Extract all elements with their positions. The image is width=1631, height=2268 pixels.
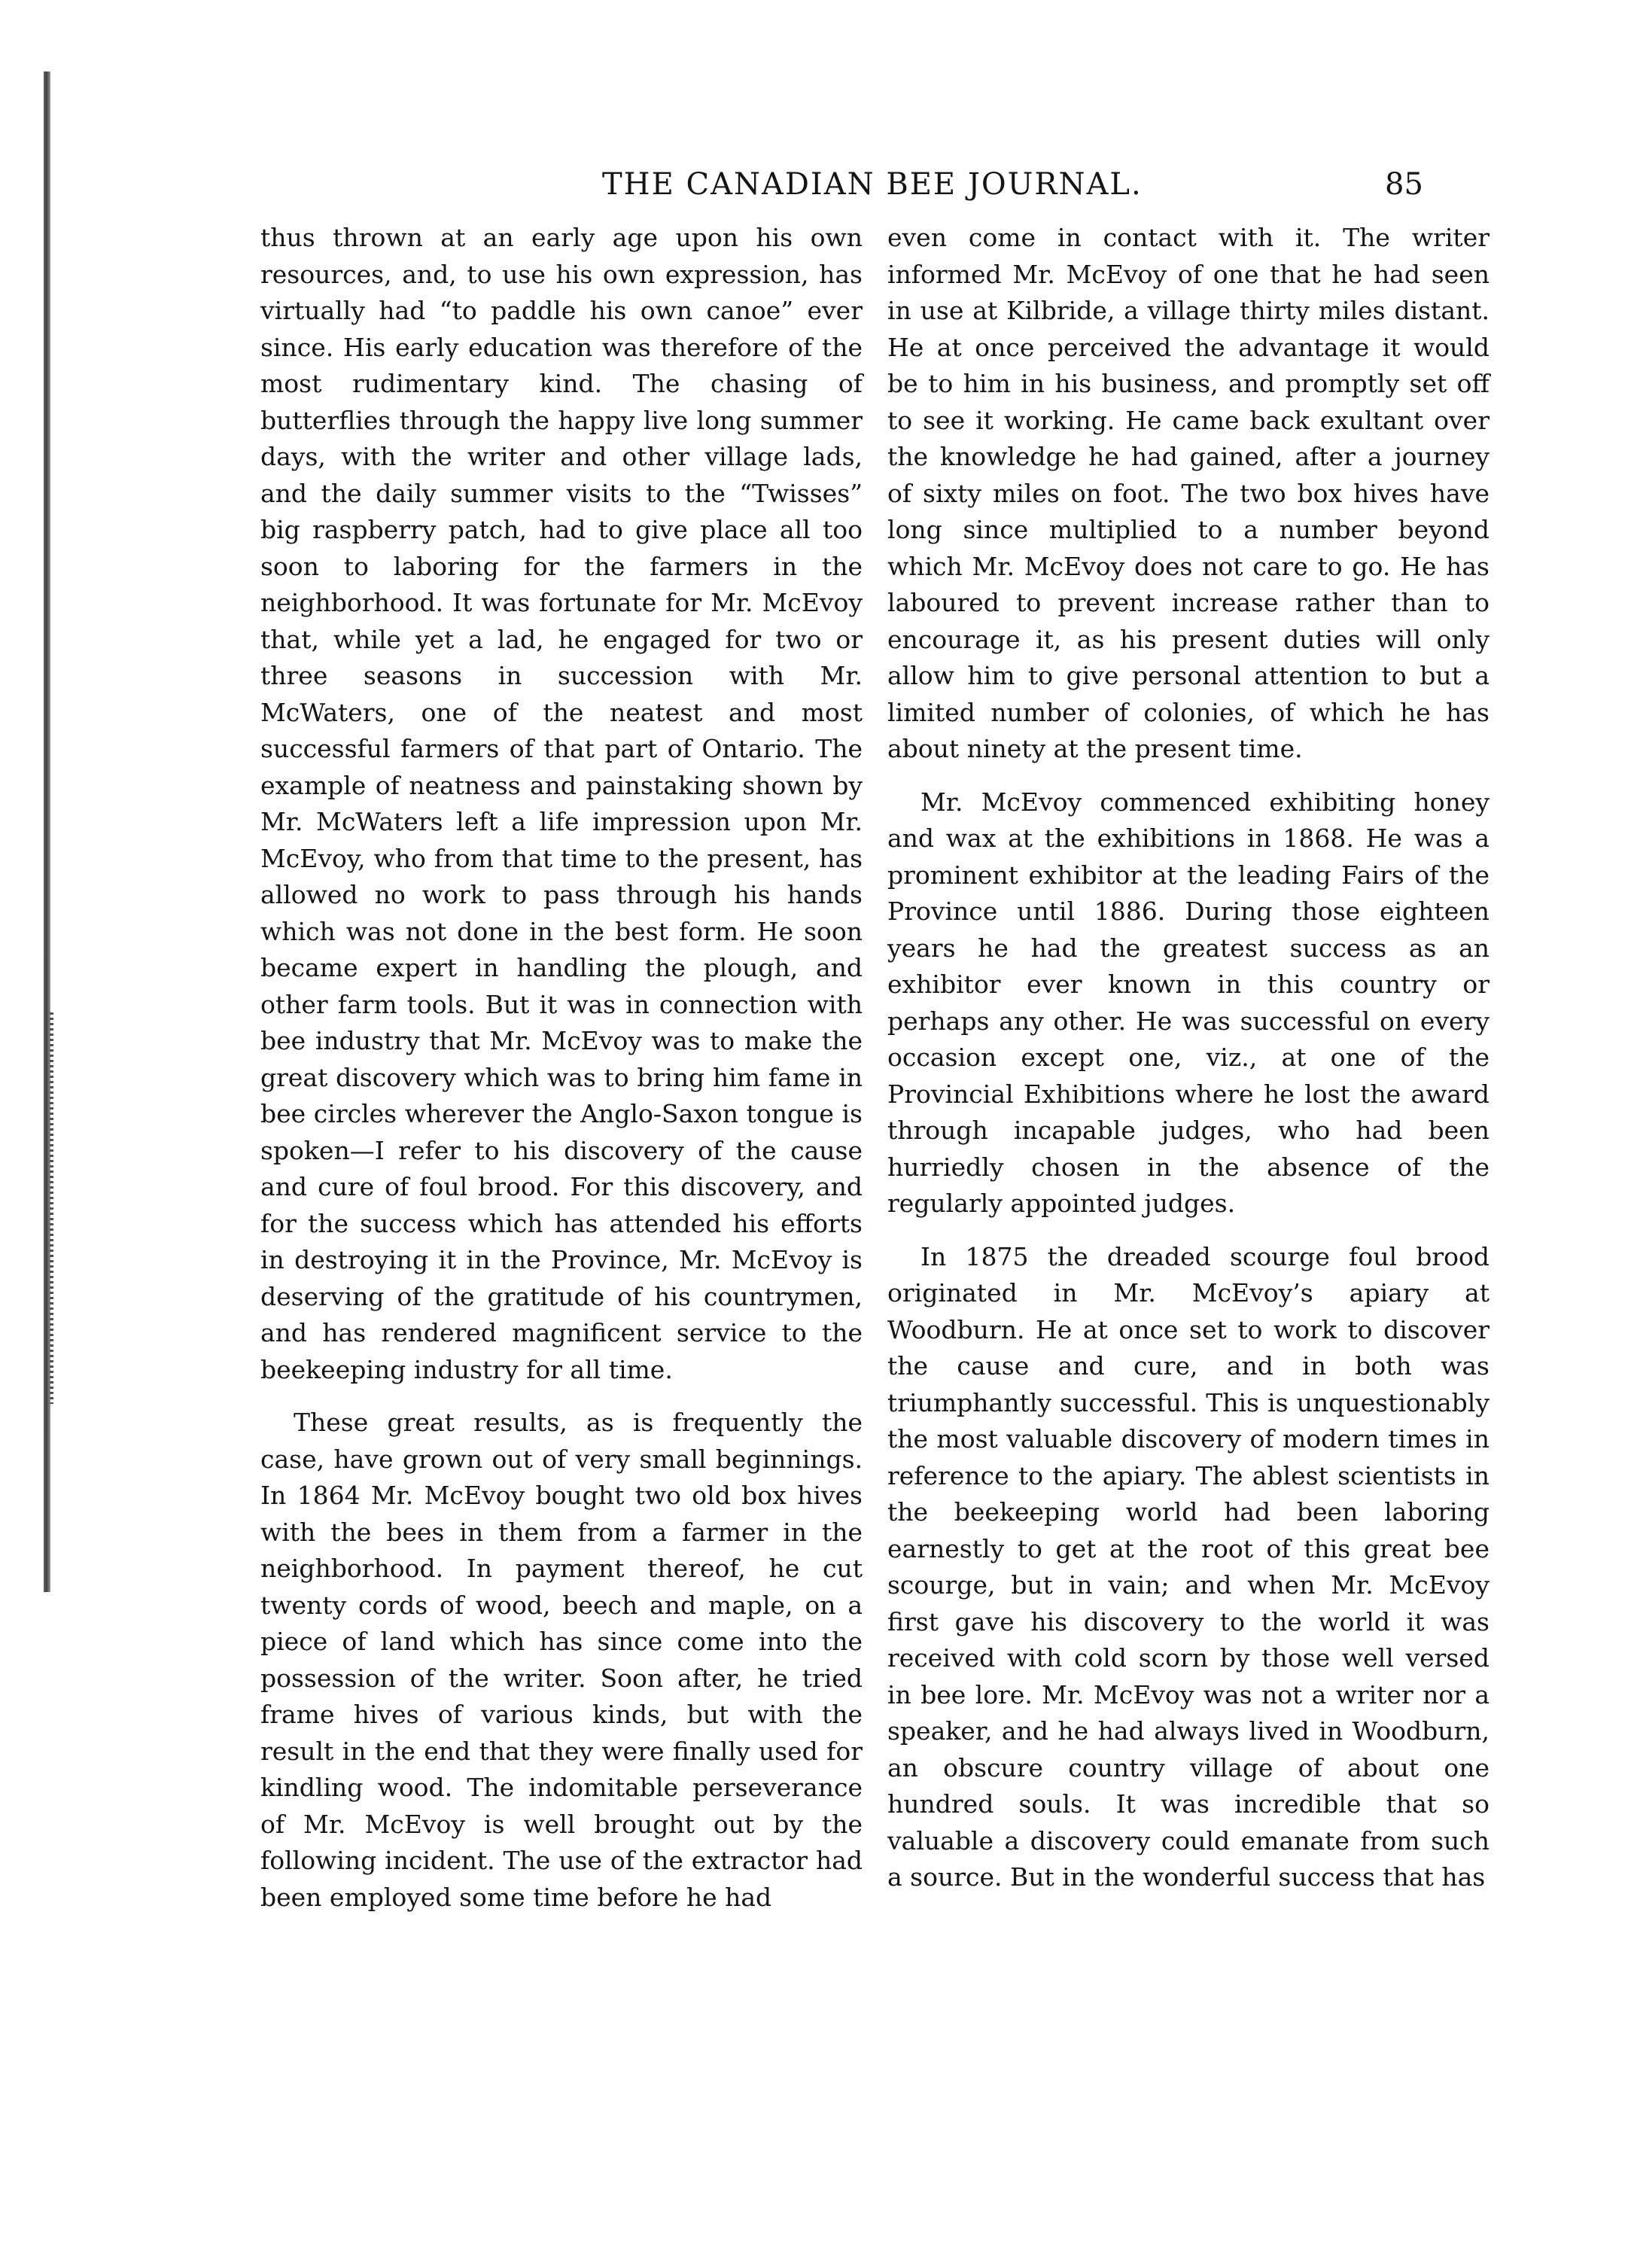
paragraph: Mr. McEvoy commenced exhibiting honey and wax at the exhibitions in 1868. He was a prominent exhibitor at the leading Fairs of the Province until 1886. During those eighteen years he had the greatest success as an exhibitor ever known in this country or perhaps any other. He was successful on every occasion except one, viz., at one of the Provincial Exhibitions where he lost the award through incapable judges, who had been hurriedly chosen in the absence of the regularly appointed judges. [887, 787, 1490, 1218]
paragraph: In 1875 the dreaded scourge foul brood originated in Mr. McEvoy’s apiary at Woodburn. He at once set to work to discover the cause and cure, and in both was triumphantly successful. This is unquestionably the most valuable discovery of modern times in reference to the apiary. The ablest scientists in the beekeeping world had been laboring earnestly to get at the root of this great bee scourge, but in vain; and when Mr. McEvoy first gave his discovery to the world it was received with cold scorn by those well versed in bee lore. Mr. McEvoy was not a writer nor a speaker, and he had always lived in Woodburn, an obscure country village of about one hundred souls. It was incredible that so valuable a discovery could emanate from such a source. But in the wonderful success that has [887, 1241, 1490, 1892]
running-head [0, 167, 1631, 212]
scan-binding-edge [44, 72, 50, 1592]
paragraph: thus thrown at an early age upon his own resources, and, to use his own expression, has virtually had “to paddle his own canoe” ever since. His early education was therefore of the most rudimentary kind. The chasing of butterflies through the happy live long summer days, with the writer and other village lads, and the daily summer visits to the “Twisses” big raspberry patch, had to give place all too soon to laboring for the farmers in the neighborhood. It was fortunate for Mr. McEvoy that, while yet a lad, he engaged for two or three seasons in succession with Mr. McWaters, one of the neatest and most successful farmers of that part of Ontario. The example of neatness and painstaking shown by Mr. McWaters left a life impression upon Mr. McEvoy, who from that time to the present, has allowed no work to pass through his hands which was not done in the best form. He soon became expert in handling the plough, and other farm tools. But it was in connection with bee industry that Mr. McEvoy was to make the great discovery which was to bring him fame in bee circles wherever the Anglo-Saxon tongue is spoken—I refer to his discovery of the cause and cure of foul brood. For this discovery, and for the success which has attended his efforts in destroying it in the Province, Mr. McEvoy is deserving of the gratitude of his countrymen, and has rendered magnificent service to the beekeeping industry for all time. [260, 223, 863, 1384]
journal-title: THE CANADIAN BEE JOURNAL. [602, 167, 1143, 202]
paragraph: even come in contact with it. The writer informed Mr. McEvoy of one that he had seen in use at Kilbride, a village thirty miles distant. He at once perceived the advantage it would be to him in his business, and promptly set off to see it working. He came back exultant over the knowledge he had gained, after a journey of sixty miles on foot. The two box hives have long since multiplied to a number beyond which Mr. McEvoy does not care to go. He has laboured to prevent increase rather than to encourage it, as his present duties will only allow him to give personal attention to but a limited number of colonies, of which he has about ninety at the present time. [887, 223, 1490, 763]
left-column [260, 220, 863, 1916]
page-number: 85 [1385, 167, 1423, 202]
paragraph: These great results, as is frequently the case, have grown out of very small beginnings. In 1864 Mr. McEvoy bought two old box hives with the bees in them from a farmer in the neighborhood. In payment thereof, he cut twenty cords of wood, beech and maple, on a piece of land which has since come into the possession of the writer. Soon after, he tried frame hives of various kinds, but with the result in the end that they were finally used for kindling wood. The indomitable perseverance of Mr. McEvoy is well brought out by the following incident. The use of the extractor had been employed some time before he had [260, 1408, 863, 1912]
right-column [887, 220, 1490, 1896]
